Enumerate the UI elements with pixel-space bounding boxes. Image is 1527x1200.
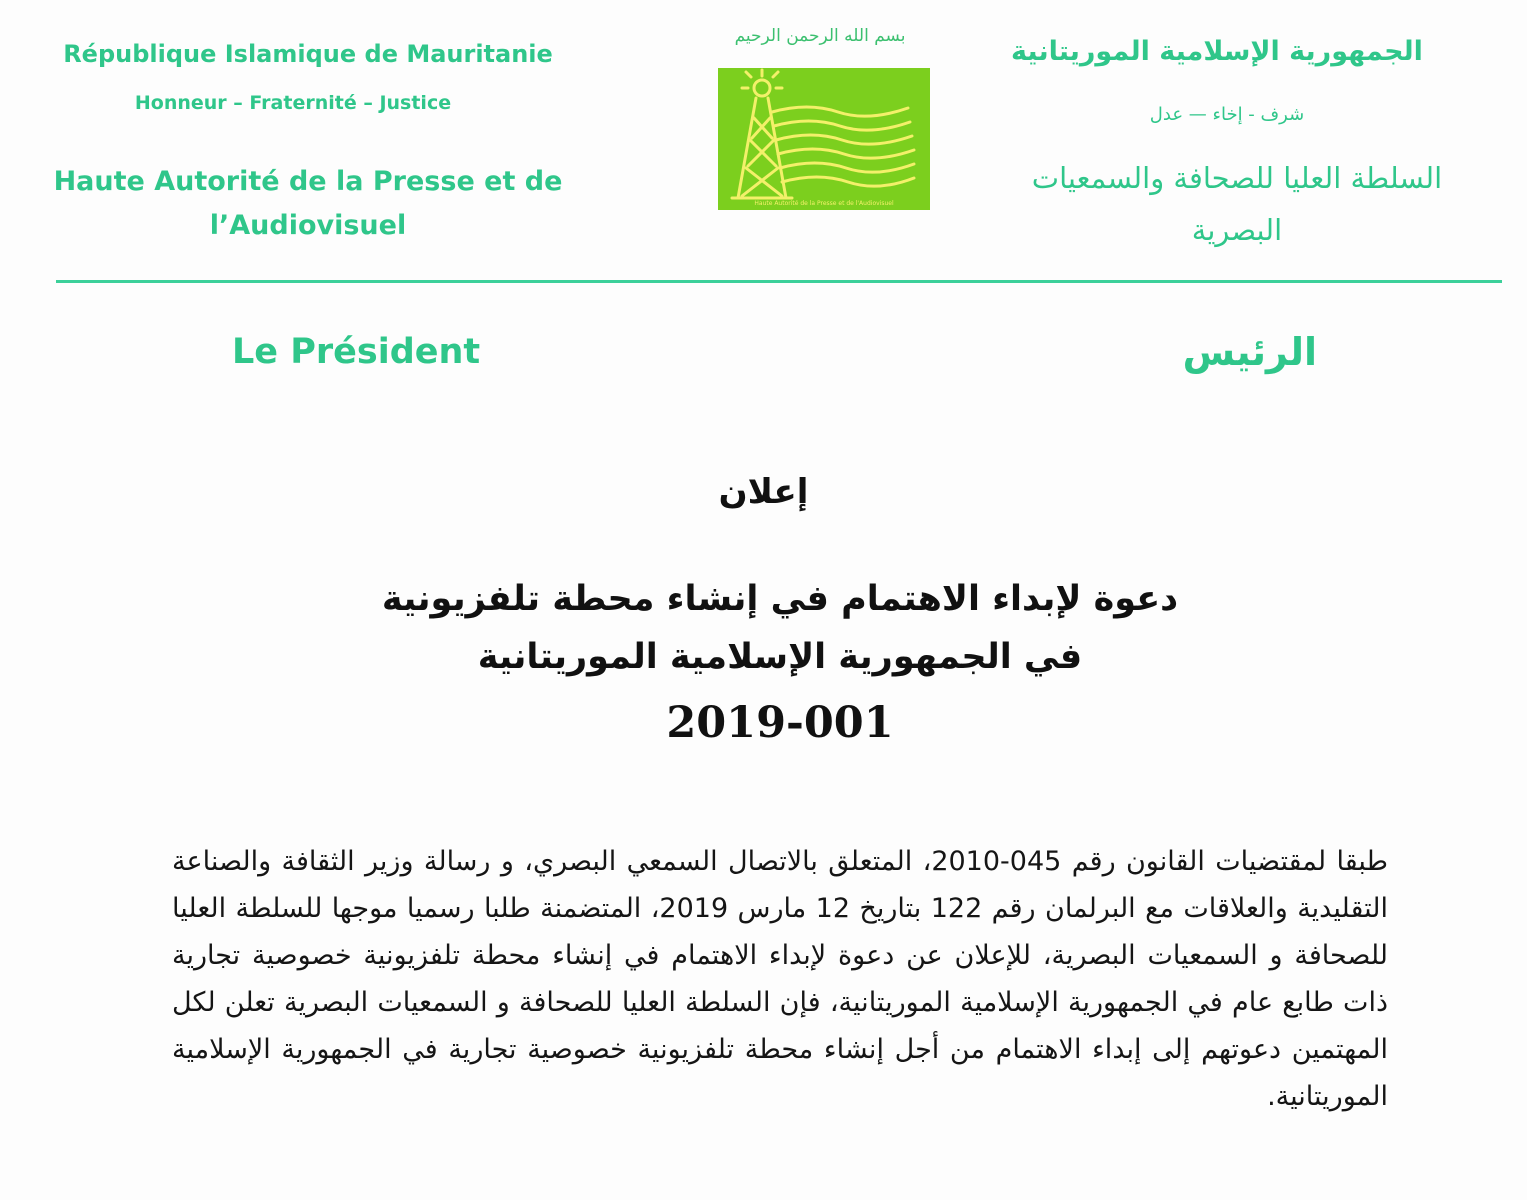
authority-logo: [718, 68, 930, 210]
arabic-authority-line-2: البصرية: [1191, 213, 1283, 247]
notice-reference-number: 2019-001: [666, 698, 894, 748]
arabic-authority-line-1: السلطة العليا للصحافة والسمعيات: [1031, 161, 1443, 195]
notice-title: [300, 570, 1260, 686]
antenna-flag-icon: [718, 68, 930, 210]
notice-body: طبقا لمقتضيات القانون رقم 045-2010، المتعلق بالاتصال السمعي البصري، و رسالة وزير الثقافة والصناعة التقليدية والعلاقات مع البرلمان رقم 122 بتاريخ 12 مارس 2019، المتضمنة طلبا رسميا موجها للسلطة العليا للصحافة و السمعيات البصرية، للإعلان عن دعوة لإبداء الاهتمام في إنشاء محطة تلفزيونية خصوصية تجارية ذات طابع عام في الجمهورية الإسلامية الموريتانية، فإن السلطة العليا للصحافة و السمعيات البصرية تعلن لكل المهتمين دعوتهم إلى إبداء الاهتمام من أجل إنشاء محطة تلفزيونية خصوصية تجارية في الجمهورية الإسلامية الموريتانية.: [172, 846, 1388, 1112]
french-country-name: République Islamique de Mauritanie: [63, 40, 553, 68]
french-authority-name: [48, 160, 568, 248]
french-authority-line-1: Haute Autorité de la Presse et de: [53, 166, 563, 197]
arabic-signatory-title: الرئيس: [1182, 330, 1317, 374]
notice-title-line-1: دعوة لإبداء الاهتمام في إنشاء محطة تلفزيونية: [381, 579, 1179, 619]
french-authority-line-2: l’Audiovisuel: [209, 210, 407, 241]
french-motto: Honneur – Fraternité – Justice: [134, 92, 452, 114]
arabic-authority-name: [1007, 152, 1467, 256]
notice-title-line-2: في الجمهورية الإسلامية الموريتانية: [477, 637, 1083, 677]
arabic-motto: شرف - إخاء — عدل: [1149, 104, 1305, 125]
notice-label: إعلان: [718, 472, 809, 512]
arabic-country-name: الجمهورية الإسلامية الموريتانية: [1011, 36, 1423, 67]
french-signatory-title: Le Président: [232, 332, 481, 372]
basmala: بسم الله الرحمن الرحيم: [734, 26, 906, 46]
header-divider: [56, 280, 1502, 283]
logo-caption: Haute Autorité de la Presse et de l'Audiovisuel: [754, 200, 894, 207]
